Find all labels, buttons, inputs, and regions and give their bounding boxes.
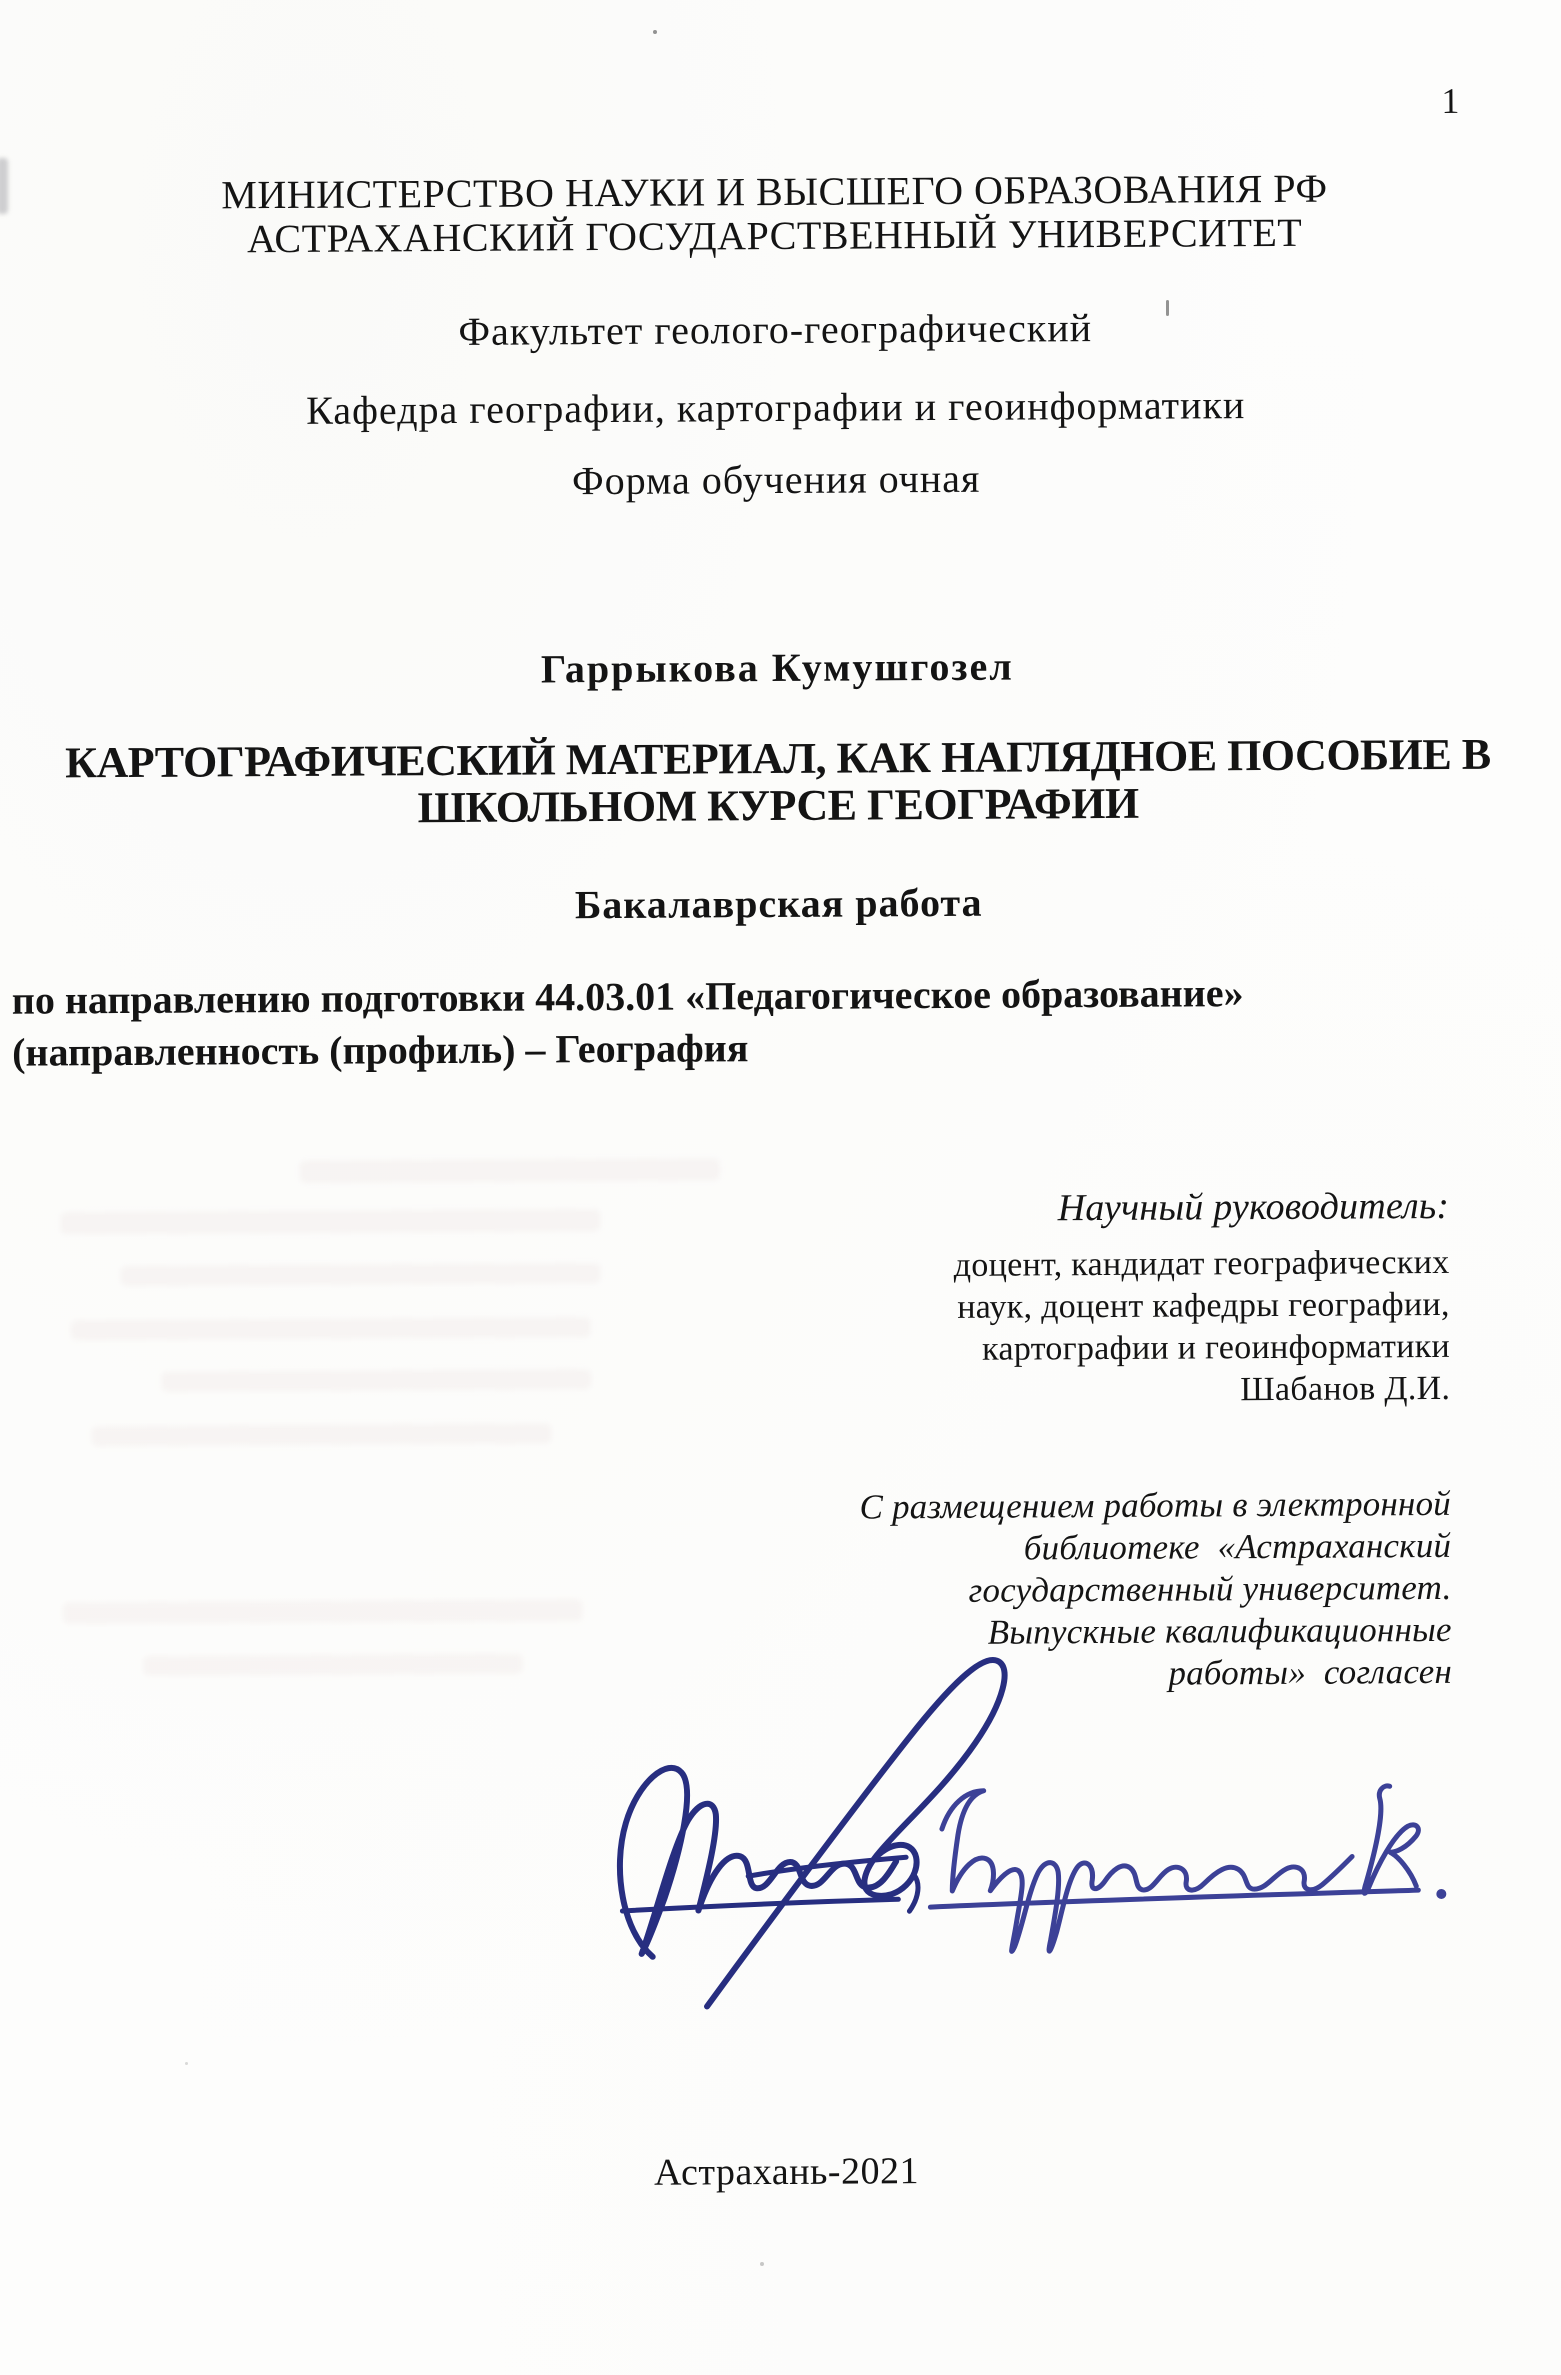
consent-line-5: работы» согласен bbox=[1168, 1651, 1453, 1693]
page-number: 1 bbox=[1441, 80, 1460, 121]
consent-line-3: государственный университет. bbox=[968, 1567, 1452, 1610]
program-line-1: по направлению подготовки 44.03.01 «Педагогическое образование» bbox=[11, 970, 1244, 1023]
study-form-line: Форма обучения очная bbox=[571, 455, 981, 504]
program-line-2: (направленность (профиль) – География bbox=[12, 1025, 749, 1075]
supervisor-signature bbox=[619, 1767, 896, 1957]
supervisor-name: Шабанов Д.И. bbox=[1240, 1369, 1451, 1409]
supervisor-signature-strike bbox=[748, 1857, 906, 1876]
supervisor-line-2: наук, доцент кафедры географии, bbox=[957, 1285, 1450, 1326]
work-title-line-1: КАРТОГРАФИЧЕСКИЙ МАТЕРИАЛ, КАК НАГЛЯДНОЕ ПОСОБИЕ В bbox=[64, 729, 1491, 788]
university-line: АСТРАХАНСКИЙ ГОСУДАРСТВЕННЫЙ УНИВЕРСИТЕТ bbox=[246, 209, 1303, 262]
scan-speck bbox=[653, 30, 657, 34]
faculty-line: Факультет геолого-географический bbox=[458, 305, 1093, 354]
signature-period bbox=[1436, 1889, 1446, 1899]
supervisor-line-1: доцент, кандидат географических bbox=[953, 1243, 1450, 1284]
consent-line-4: Выпускные квалификационные bbox=[987, 1609, 1452, 1652]
ghost-texture bbox=[60, 1209, 600, 1234]
scan-edge-smudge bbox=[0, 158, 8, 214]
city-year-footer: Астрахань-2021 bbox=[653, 2150, 920, 2194]
ministry-line: МИНИСТЕРСТВО НАУКИ И ВЫСШЕГО ОБРАЗОВАНИЯ РФ bbox=[221, 165, 1328, 218]
scan-speck bbox=[1166, 300, 1169, 316]
author-signature-initial bbox=[1363, 1786, 1418, 1894]
ghost-texture bbox=[161, 1369, 591, 1392]
work-type: Бакалаврская работа bbox=[574, 879, 983, 928]
supervisor-signature-flourish bbox=[705, 1660, 1007, 2007]
scan-speck bbox=[760, 2262, 764, 2266]
author-signature-underline bbox=[930, 1890, 1418, 1907]
ghost-texture bbox=[63, 1599, 583, 1624]
work-title-line-2: ШКОЛЬНОМ КУРСЕ ГЕОГРАФИИ bbox=[417, 778, 1139, 833]
consent-line-1: С размещением работы в электронной bbox=[859, 1483, 1452, 1527]
signature-comma bbox=[909, 1875, 918, 1911]
ghost-texture bbox=[300, 1158, 720, 1183]
supervisor-label: Научный руководитель: bbox=[1057, 1184, 1450, 1230]
scan-speck bbox=[185, 2062, 188, 2065]
ghost-texture bbox=[91, 1423, 551, 1446]
supervisor-line-3: картографии и геоинформатики bbox=[982, 1327, 1451, 1368]
ghost-texture bbox=[143, 1654, 523, 1676]
consent-line-2: библиотеке «Астраханский bbox=[1023, 1525, 1452, 1568]
department-line: Кафедра географии, картографии и геоинформатики bbox=[305, 382, 1246, 433]
ghost-texture bbox=[120, 1263, 600, 1286]
ghost-texture bbox=[71, 1317, 591, 1340]
supervisor-signature-underline bbox=[622, 1899, 898, 1911]
author-name: Гаррыкова Кумушгозел bbox=[540, 643, 1014, 692]
author-signature bbox=[942, 1789, 1353, 1952]
